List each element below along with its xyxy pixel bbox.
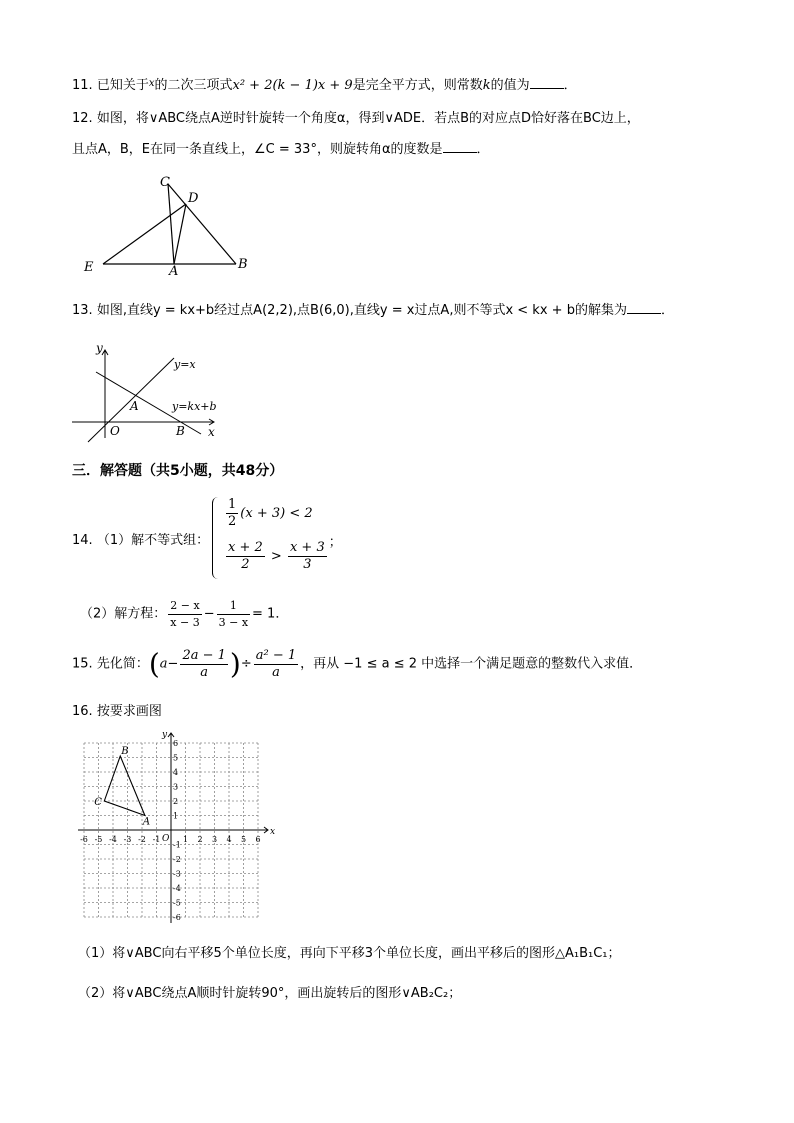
y-tick-label: 3 [173,782,179,792]
question-16-part1: （1）将∨ABC向右平移5个单位长度，再向下平移3个单位长度，画出平移后的图形△A₁B₁C₁； [78,946,621,961]
label-c: C [160,175,170,190]
svg-text:B: B [176,424,185,438]
section-title: 三．解答题（共5小题，共48分） [72,463,284,479]
question-13: 13. 如图,直线y = kx+b经过点A(2,2),点B(6,0),直线y = x过点A,则不等式x < kx + b的解集为 ． [72,303,674,318]
x-tick-label: -1 [152,835,161,844]
segment-da [174,204,186,264]
svg-text:y: y [96,341,103,355]
question-16: 16. 按要求画图 [72,704,162,719]
triangle-abc [104,756,145,815]
answer-blank [443,140,477,153]
q12-figure [78,170,268,280]
x-tick-label: 4 [226,835,232,844]
inequality-2: $\frac{x + 2}{2}$ > $\frac{x + 3}{3}$ ； [228,535,342,572]
point-label-a: A [142,816,151,828]
x-tick-label: -6 [80,835,88,844]
y-tick-label: -1 [173,840,181,850]
x-tick-label: 2 [197,835,203,844]
label-d: D [188,191,199,206]
question-14-part2: （2）解方程： $\frac{2 - x}{x - 3}$ − $\frac{1}{3 - x}$ = 1． [80,599,289,629]
y-tick-label: -2 [173,855,181,864]
question-12-line2: 且点A，B，E在同一条直线上，∠C = 33°，则旋转角α的度数是 ． [72,142,490,157]
y-tick-label: 4 [173,768,179,777]
question-15: 15. 先化简：(a− $\frac{2a - 1}{a}$ )÷ $\frac{\text{a² − 1}}{a}$ ，再从 −1 ≤ a ≤ 2 中选择一个满足题意的整数代入求值． [72,647,643,681]
y-tick-label: -6 [173,913,181,922]
svg-text:y=x: y=x [174,358,196,371]
x-tick-label: -2 [138,835,146,844]
inequality-system-brace [212,497,221,579]
question-16-part2: （2）将∨ABC绕点A顺时针旋转90°，画出旋转后的图形∨AB₂C₂； [78,986,462,1001]
x-tick-label: 1 [182,835,189,844]
segment-cb [168,184,236,264]
question-12: 12. 如图，将∨ABC绕点A逆时针旋转一个角度α，得到∨ADE．若点B的对应点D恰好落在BC边上， [72,111,640,126]
x-tick-label: 6 [255,835,261,844]
x-tick-label: -5 [94,835,103,844]
label-a: A [169,264,179,279]
x-tick-label: -4 [109,835,117,844]
y-tick-label: 1 [173,811,179,821]
segment-ca [168,184,174,264]
q16-coordinate-grid [70,730,280,930]
svg-text:O: O [110,424,120,438]
point-label-c: C [94,797,102,808]
q13-figure [68,338,228,448]
y-tick-label: -4 [173,884,181,893]
inequality-1: $\frac{1}{2}$ (x + 3) < 2 [228,497,313,529]
svg-text:x: x [208,425,215,439]
point-label-b: B [121,746,129,758]
y-tick-label: -3 [173,869,181,879]
label-b: B [238,257,248,272]
y-axis-label: y [162,730,168,740]
y-tick-label: 5 [173,753,179,763]
svg-text:y=kx+b: y=kx+b [172,400,217,413]
label-e: E [84,260,94,275]
origin-label: O [162,834,170,844]
answer-blank [627,301,661,314]
y-tick-label: 2 [173,797,179,806]
y-tick-label: 6 [173,739,179,748]
q11-expression: x² + 2(k − 1)x + 9 [232,78,353,93]
svg-text:A: A [130,399,139,413]
answer-blank [530,76,564,89]
x-tick-label: 3 [211,835,218,844]
question-14: 14. （1）解不等式组： [72,533,210,548]
x-tick-label: -3 [123,835,132,844]
y-tick-label: -5 [173,898,181,908]
x-axis-label: x [270,827,276,837]
x-tick-label: 5 [240,835,247,844]
question-11: 11. 已知关于$^x$的二次三项式x² + 2(k − 1)x + 9是完全平方式，则常数k的值为 ． [72,78,577,93]
